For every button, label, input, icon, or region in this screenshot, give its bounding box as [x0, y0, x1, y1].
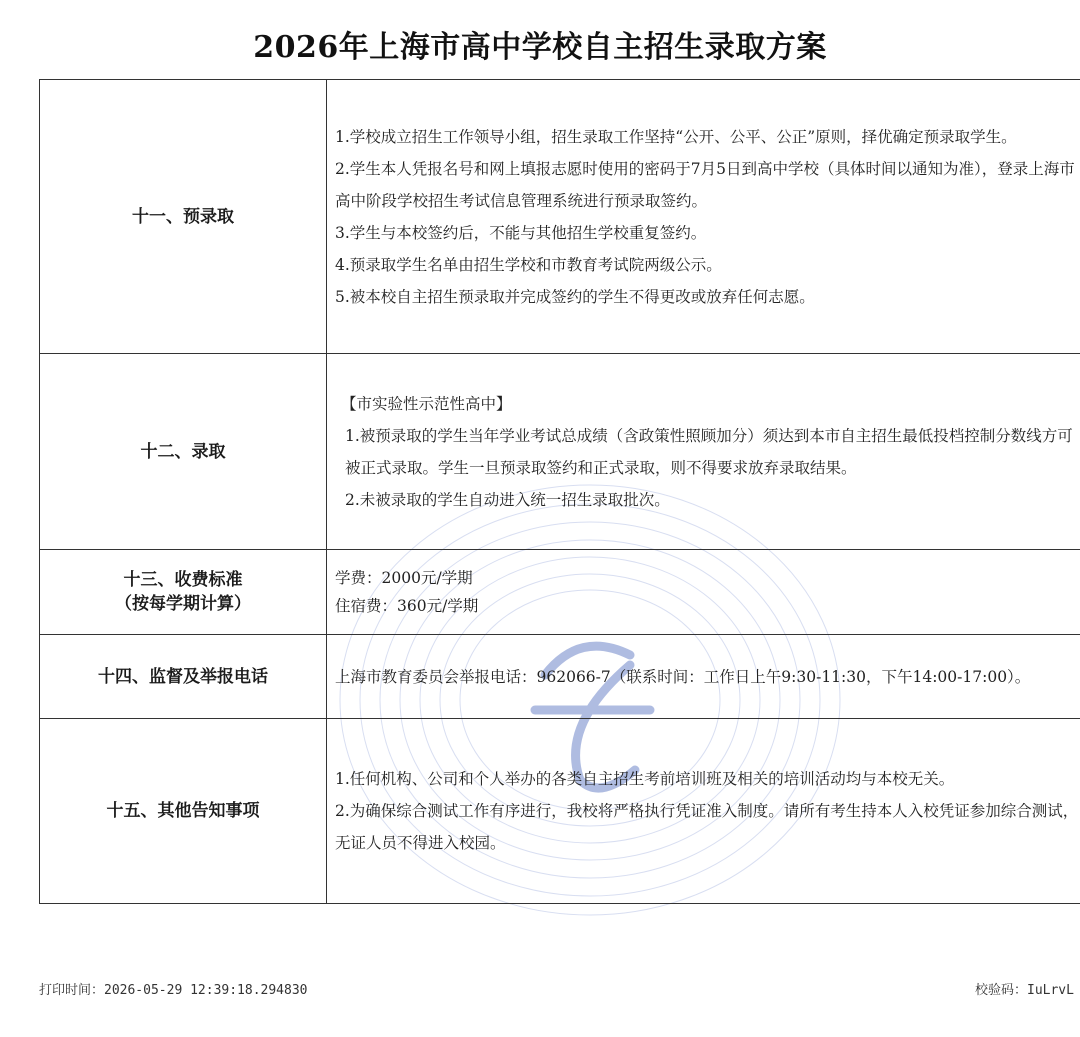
content-paragraph: 5.被本校自主招生预录取并完成签约的学生不得更改或放弃任何志愿。	[335, 287, 815, 306]
content-subheading: 【市实验性示范性高中】	[341, 394, 512, 413]
section-label: 十二、录取	[40, 354, 327, 550]
content-paragraph: 1.任何机构、公司和个人举办的各类自主招生考前培训班及相关的培训活动均与本校无关。	[335, 770, 955, 788]
section-content	[327, 719, 1080, 904]
table-row-fees	[40, 550, 1080, 635]
table-row-supervision	[40, 635, 1080, 719]
section-content	[327, 80, 1080, 354]
table-row-pre-admission	[40, 80, 1080, 354]
content-paragraph: 1.被预录取的学生当年学业考试总成绩（含政策性照顾加分）须达到本市自主招生最低投档控制分数线方可被正式录取。学生一旦预录取签约和正式录取，则不得要求放弃录取结果。	[345, 426, 1073, 477]
content-paragraph: 2.学生本人凭报名号和网上填报志愿时使用的密码于7月5日到高中学校（具体时间以通知为准），登录上海市高中阶段学校招生考试信息管理系统进行预录取签约。	[335, 159, 1075, 210]
page-title: 2026年上海市高中学校自主招生录取方案	[253, 30, 827, 65]
section-label: 十一、预录取	[40, 80, 327, 354]
content-paragraph: 1.学校成立招生工作领导小组，招生录取工作坚持“公开、公平、公正”原则，择优确定预录取学生。	[335, 127, 1017, 146]
table-row-other-notices	[40, 719, 1080, 904]
section-label: 十五、其他告知事项	[40, 719, 327, 904]
content-paragraph: 2.未被录取的学生自动进入统一招生录取批次。	[345, 490, 670, 509]
section-label-sub: （按每学期计算）	[115, 594, 251, 614]
content-paragraph: 2.为确保综合测试工作有序进行，我校将严格执行凭证准入制度。请所有考生持本人入校凭证参加综合测试，无证人员不得进入校园。	[335, 802, 1079, 852]
section-content	[327, 354, 1080, 550]
verify-code: 校验码：IuLrvL	[975, 983, 1074, 998]
print-time: 打印时间：2026-05-29 12:39:18.294830	[39, 983, 308, 998]
content-paragraph: 3.学生与本校签约后，不能与其他招生学校重复签约。	[335, 223, 707, 242]
admission-plan-table	[39, 79, 1080, 904]
content-paragraph: 住宿费：360元/学期	[335, 597, 479, 615]
section-label	[40, 550, 327, 635]
content-paragraph: 4.预录取学生名单由招生学校和市教育考试院两级公示。	[335, 255, 722, 274]
section-label-main: 十三、收费标准	[123, 570, 243, 590]
section-content	[327, 550, 1080, 635]
table-row-admission	[40, 354, 1080, 550]
content-paragraph: 学费：2000元/学期	[335, 569, 473, 587]
content-paragraph: 上海市教育委员会举报电话：962066-7（联系时间：工作日上午9:30-11:30，下午14:00-17:00）。	[335, 667, 1031, 686]
section-label: 十四、监督及举报电话	[40, 635, 327, 719]
section-content	[327, 635, 1080, 719]
